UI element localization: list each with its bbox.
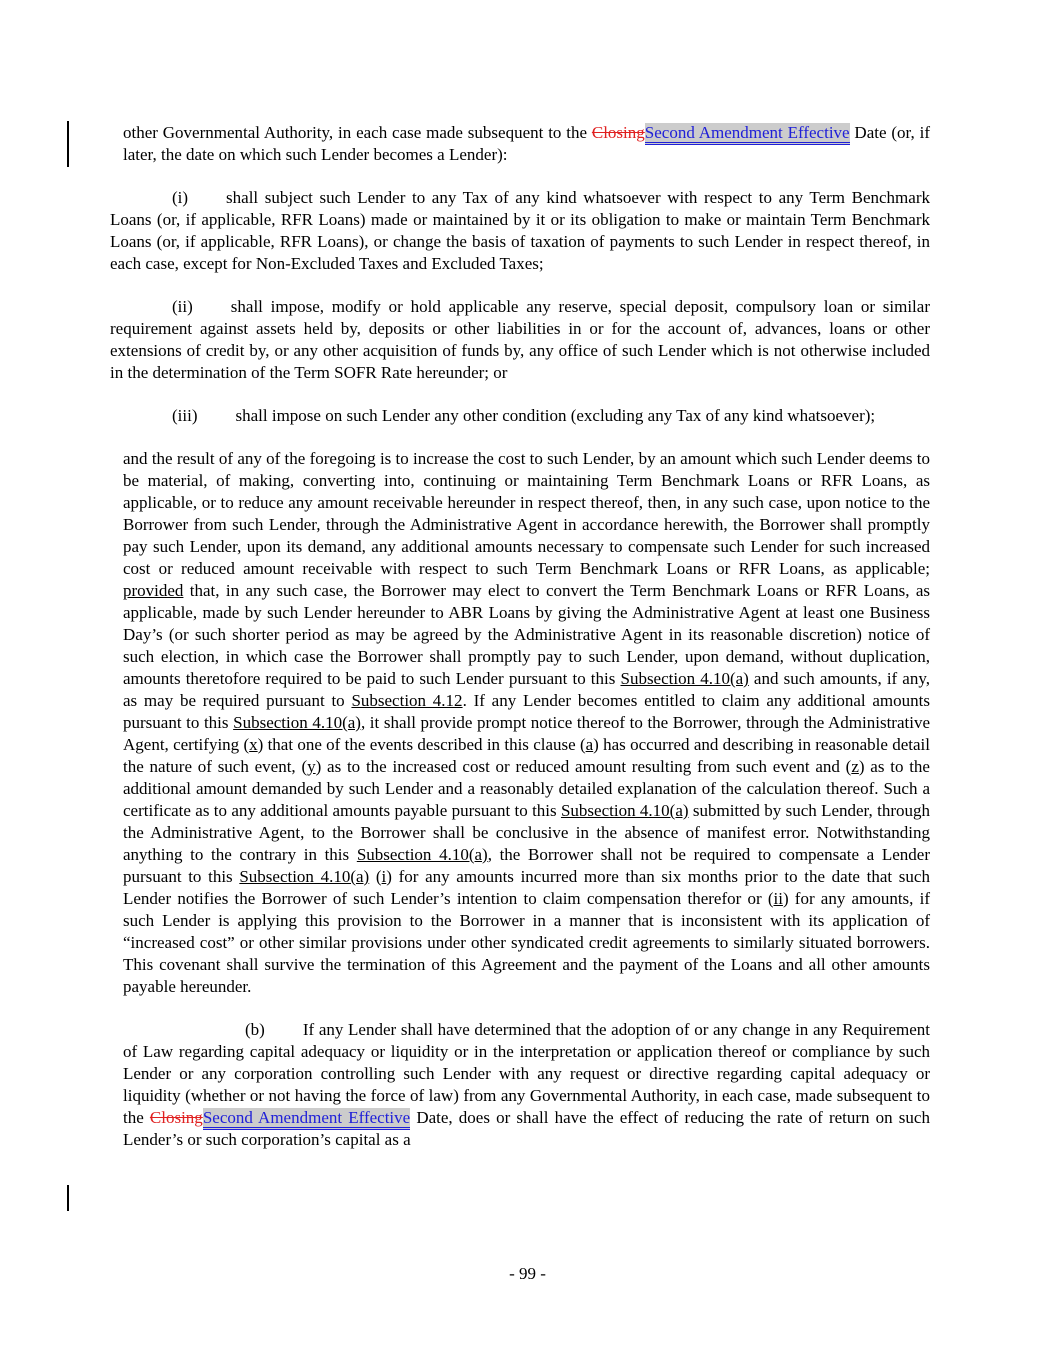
underlined-text-run: Subsection 4.10(a) <box>356 845 488 864</box>
clause-ii-paragraph <box>110 296 930 384</box>
text-run: , the Borrower shall not be required to compensate a Lender pursuant to this <box>123 845 931 886</box>
revision-change-bar-bottom <box>67 1185 69 1211</box>
inserted-text-run: Second Amendment Effective <box>203 1108 410 1130</box>
underlined-text-run: Subsection 4.10(a) <box>233 713 361 732</box>
underlined-text-run: y <box>307 757 316 776</box>
text-run: that, in any such case, the Borrower may elect to convert the Term Benchmark Loans or RFR Loans, as applicable, made by such Lender hereunder to ABR Loans by giving the Administrative Agent at least one Business Day’s (or such shorter period as may be agreed by the Administrative Agent in its reasonable discretion) notice of such election, in which case the Borrower shall promptly pay to such Lender, upon demand, without duplication, amounts theretofore required to be paid to such Lender pursuant to this <box>123 581 930 688</box>
text-run: ) for any amounts incurred more than six months prior to the date that such Lender notifies the Borrower of such Lender’s intention to claim compensation therefor or ( <box>123 867 930 908</box>
text-run: shall subject such Lender to any Tax of any kind whatsoever with respect to any Term Benchmark Loans (or, if applicable, RFR Loans) made or maintained by it or its obligation to make or maintain Term Benchmark Loans (or, if applicable, RFR Loans), or change the basis of taxation of payments to such Lender in respect thereof, in each case, except for Non-Excluded Taxes and Excluded Taxes; <box>110 188 930 273</box>
text-run: Date, does or shall have the effect of reducing the rate of return on such Lender’s or such corporation’s capital as a <box>123 1108 930 1149</box>
text-run: ) has occurred and describing in reasonable detail the nature of such event, ( <box>123 735 930 776</box>
clause-iii-paragraph <box>110 405 930 427</box>
underlined-text-run: Subsection 4.12 <box>351 691 463 710</box>
text-run: ) as to the additional amount demanded by such Lender and a reasonably detailed explanation of the calculation thereof. Such a certificate as to any additional amounts payable pursuant to this <box>123 757 930 820</box>
text-run: ) for any amounts, if such Lender is applying this provision to the Borrower in a manner that is inconsistent with its application of “increased cost” or other similar provisions under other syndicated credit agreements to similarly situated borrowers. This covenant shall survive the termination of this Agreement and the payment of the Loans and all other amounts payable hereunder. <box>123 889 930 996</box>
text-run: ( <box>369 867 382 886</box>
text-run: ) as to the increased cost or reduced amount resulting from such event and ( <box>315 757 852 776</box>
intro-paragraph <box>123 122 930 166</box>
text-run: Date (or, if later, the date on which such Lender becomes a Lender): <box>123 123 930 164</box>
underlined-text-run: a <box>585 735 594 754</box>
underlined-text-run: z <box>851 757 859 776</box>
text-run: shall impose, modify or hold applicable any reserve, special deposit, compulsory loan or similar requirement against assets held by, deposits or other liabilities in or for the account of, advances, loans or other extensions of credit by, or any other acquisition of funds by, any office of such Lender which is not otherwise included in the determination of the Term SOFR Rate hereunder; or <box>110 297 930 382</box>
clause-b-paragraph <box>123 1019 930 1151</box>
document-body <box>110 122 930 1172</box>
clause-label: (i) <box>172 188 189 207</box>
text-run: , it shall provide prompt notice thereof to the Borrower, through the Administrative Agent, certifying ( <box>123 713 930 754</box>
clause-label: (b) <box>245 1020 265 1039</box>
text-run: submitted by such Lender, through the Administrative Agent, to the Borrower shall be conclusive in the absence of manifest error. Notwithstanding anything to the contrary in this <box>123 801 930 864</box>
page-number: - 99 - <box>509 1264 546 1283</box>
inserted-text-run: Second Amendment Effective <box>645 123 850 145</box>
underlined-text-run: ii <box>773 889 783 908</box>
underlined-text-run: i <box>381 867 387 886</box>
text-run: shall impose on such Lender any other condition (excluding any Tax of any kind whatsoever); <box>235 406 876 425</box>
text-run: other Governmental Authority, in each case made subsequent to the <box>123 123 592 142</box>
underlined-text-run: x <box>249 735 258 754</box>
underlined-text-run: provided <box>123 581 184 600</box>
text-run: . If any Lender becomes entitled to claim any additional amounts pursuant to this <box>123 691 930 732</box>
underlined-text-run: Subsection 4.10(a) <box>239 867 370 886</box>
text-run: ) that one of the events described in this clause ( <box>257 735 586 754</box>
text-run: If any Lender shall have determined that the adoption of or any change in any Requirement of Law regarding capital adequacy or liquidity or in the interpretation or application thereof or compliance by such Lender or any corporation controlling such Lender with any request or directive regarding capital adequacy or liquidity (whether or not having the force of law) from any Governmental Authority, in each case, made subsequent to the <box>123 1020 930 1127</box>
text-run: and such amounts, if any, as may be required pursuant to <box>123 669 931 710</box>
text-run: and the result of any of the foregoing is to increase the cost to such Lender, by an amount which such Lender deems to be material, of making, converting into, continuing or maintaining Term Benchmark Loans or RFR Loans, as applicable, or to reduce any amount receivable hereunder in respect thereof, then, in any such case, upon notice to the Borrower from such Lender, through the Administrative Agent in accordance herewith, the Borrower shall promptly pay such Lender, upon its demand, any additional amounts necessary to compensate such Lender for such increased cost or reduced amount receivable with respect to such Term Benchmark Loans or RFR Loans, as applicable; <box>123 449 930 578</box>
deleted-text-run: Closing <box>591 123 645 142</box>
underlined-text-run: Subsection 4.10(a) <box>620 669 749 688</box>
clause-label: (ii) <box>172 297 193 316</box>
revision-change-bar-top <box>67 121 69 167</box>
clause-label: (iii) <box>172 406 198 425</box>
deleted-text-run: Closing <box>149 1108 203 1127</box>
result-paragraph <box>123 448 930 998</box>
underlined-text-run: Subsection 4.10(a) <box>560 801 689 820</box>
clause-i-paragraph <box>110 187 930 275</box>
